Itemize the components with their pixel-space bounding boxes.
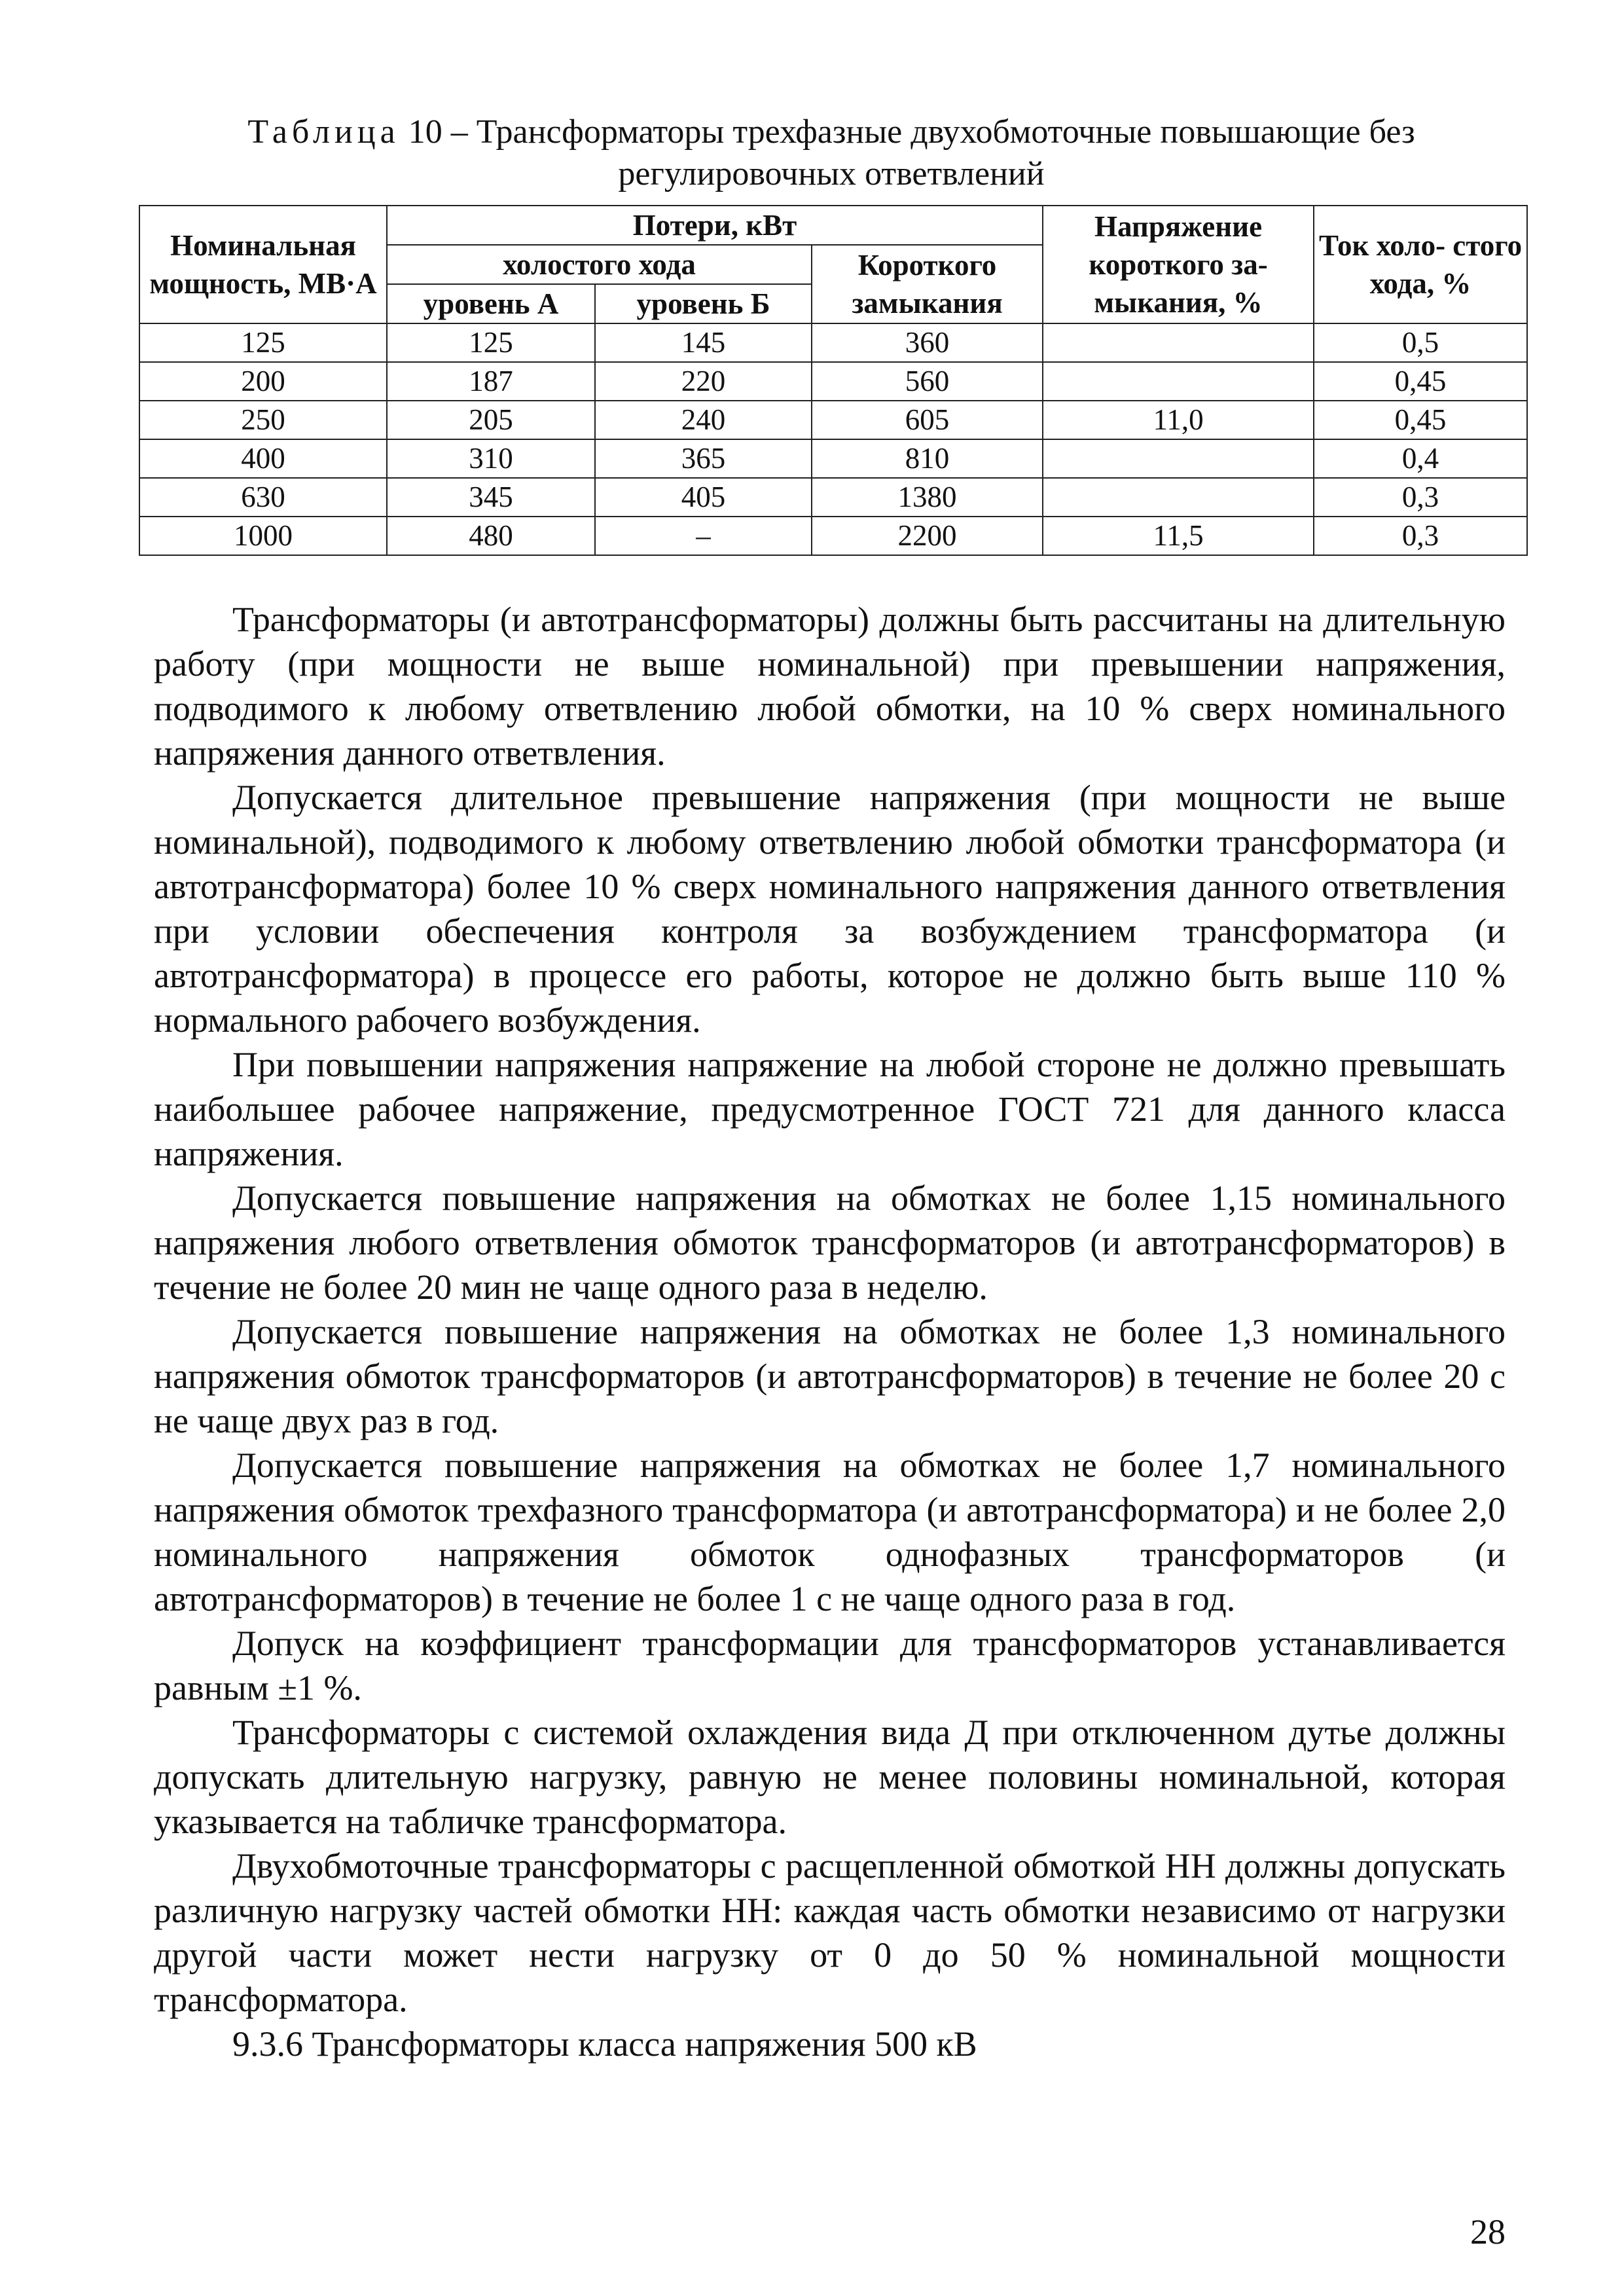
- paragraph: Допускается повышение напряжения на обмотках не более 1,7 номинального напряжения обмоток трехфазного трансформатора (и автотрансформатора) и не более 2,0 номинального напряжения обмоток однофазных трансформаторов (и автотрансформаторов) в течение не более 1 с не чаще одного раза в год.: [154, 1446, 1506, 1618]
- header-current: Ток холо- стого хода, %: [1314, 206, 1527, 323]
- paragraph: Трансформаторы с системой охлаждения вида Д при отключенном дутье должны допускать длительную нагрузку, равную не менее половины номинальной, которая указывается на табличке трансформатора.: [154, 1713, 1506, 1841]
- cell-level-b: 365: [595, 439, 812, 478]
- caption-label: Таблица: [247, 113, 400, 151]
- header-no-load: холостого хода: [387, 245, 812, 284]
- cell-current: 0,45: [1314, 401, 1527, 439]
- cell-current: 0,3: [1314, 517, 1527, 555]
- caption-number: 10: [408, 113, 442, 151]
- paragraph: При повышении напряжения напряжение на любой стороне не должно превышать наибольшее рабочее напряжение, предусмотренное ГОСТ 721 для данного класса напряжения.: [154, 1045, 1506, 1173]
- header-power: Номинальная мощность, МВ·А: [139, 206, 387, 323]
- table-row: [139, 323, 1527, 362]
- cell-short-circuit: 360: [812, 323, 1043, 362]
- cell-level-a: 187: [387, 362, 595, 401]
- cell-level-a: 345: [387, 478, 595, 517]
- header-voltage: Напряжение короткого за- мыкания, %: [1043, 206, 1314, 323]
- table-row: [139, 439, 1527, 478]
- transformer-table: [139, 205, 1528, 556]
- cell-voltage: [1043, 323, 1314, 362]
- table-row: [139, 362, 1527, 401]
- table-caption: [137, 111, 1525, 195]
- cell-current: 0,3: [1314, 478, 1527, 517]
- cell-level-a: 310: [387, 439, 595, 478]
- cell-current: 0,45: [1314, 362, 1527, 401]
- body-text: [154, 597, 1506, 2066]
- paragraph: Допускается повышение напряжения на обмотках не более 1,3 номинального напряжения обмоток трансформаторов (и автотрансформаторов) в течение не более 20 с не чаще двух раз в год.: [154, 1312, 1506, 1440]
- header-level-a: уровень А: [387, 284, 595, 323]
- section-heading: 9.3.6 Трансформаторы класса напряжения 500 кВ: [232, 2024, 977, 2064]
- cell-voltage: [1043, 362, 1314, 401]
- paragraph: Двухобмоточные трансформаторы с расщепленной обмоткой НН должны допускать различную нагрузку частей обмотки НН: каждая часть обмотки независимо от нагрузки другой части может нести нагрузку от 0 до 50 % номинальной мощности трансформатора.: [154, 1846, 1506, 2019]
- cell-level-a: 480: [387, 517, 595, 555]
- paragraph: Допускается повышение напряжения на обмотках не более 1,15 номинального напряжения любого ответвления обмоток трансформаторов (и автотрансформаторов) в течение не более 20 мин не чаще одного раза в неделю.: [154, 1178, 1506, 1307]
- table-row: [139, 478, 1527, 517]
- page-number: 28: [1470, 2212, 1506, 2251]
- cell-power: 250: [139, 401, 387, 439]
- cell-level-b: –: [595, 517, 812, 555]
- header-short-circuit: Короткого замыкания: [812, 245, 1043, 323]
- caption-text: – Трансформаторы трехфазные двухобмоточные повышающие без регулировочных ответвлений: [450, 113, 1415, 192]
- cell-short-circuit: 2200: [812, 517, 1043, 555]
- cell-power: 125: [139, 323, 387, 362]
- cell-power: 1000: [139, 517, 387, 555]
- paragraph: Допуск на коэффициент трансформации для трансформаторов устанавливается равным ±1 %.: [154, 1624, 1506, 1707]
- cell-short-circuit: 560: [812, 362, 1043, 401]
- cell-level-b: 145: [595, 323, 812, 362]
- table-row: [139, 401, 1527, 439]
- cell-level-b: 240: [595, 401, 812, 439]
- cell-voltage: 11,0: [1043, 401, 1314, 439]
- cell-power: 400: [139, 439, 387, 478]
- cell-voltage: [1043, 478, 1314, 517]
- cell-voltage: 11,5: [1043, 517, 1314, 555]
- cell-short-circuit: 605: [812, 401, 1043, 439]
- cell-level-b: 220: [595, 362, 812, 401]
- cell-current: 0,4: [1314, 439, 1527, 478]
- header-level-b: уровень Б: [595, 284, 812, 323]
- cell-level-a: 205: [387, 401, 595, 439]
- paragraph: Трансформаторы (и автотрансформаторы) должны быть рассчитаны на длительную работу (при мощности не выше номинальной) при превышении напряжения, подводимого к любому ответвлению любой обмотки, на 10 % сверх номинального напряжения данного ответвления.: [154, 600, 1506, 773]
- cell-level-a: 125: [387, 323, 595, 362]
- cell-power: 200: [139, 362, 387, 401]
- table-row: [139, 517, 1527, 555]
- cell-current: 0,5: [1314, 323, 1527, 362]
- paragraph: Допускается длительное превышение напряжения (при мощности не выше номинальной), подводимого к любому ответвлению любой обмотки трансформатора (и автотрансформатора) более 10 % сверх номинального напряжения данного ответвления при условии обеспечения контроля за возбуждением трансформатора (и автотрансформатора) в процессе его работы, которое не должно быть выше 110 % нормального рабочего возбуждения.: [154, 778, 1506, 1040]
- cell-voltage: [1043, 439, 1314, 478]
- cell-short-circuit: 1380: [812, 478, 1043, 517]
- header-losses: Потери, кВт: [387, 206, 1043, 245]
- cell-level-b: 405: [595, 478, 812, 517]
- cell-power: 630: [139, 478, 387, 517]
- cell-short-circuit: 810: [812, 439, 1043, 478]
